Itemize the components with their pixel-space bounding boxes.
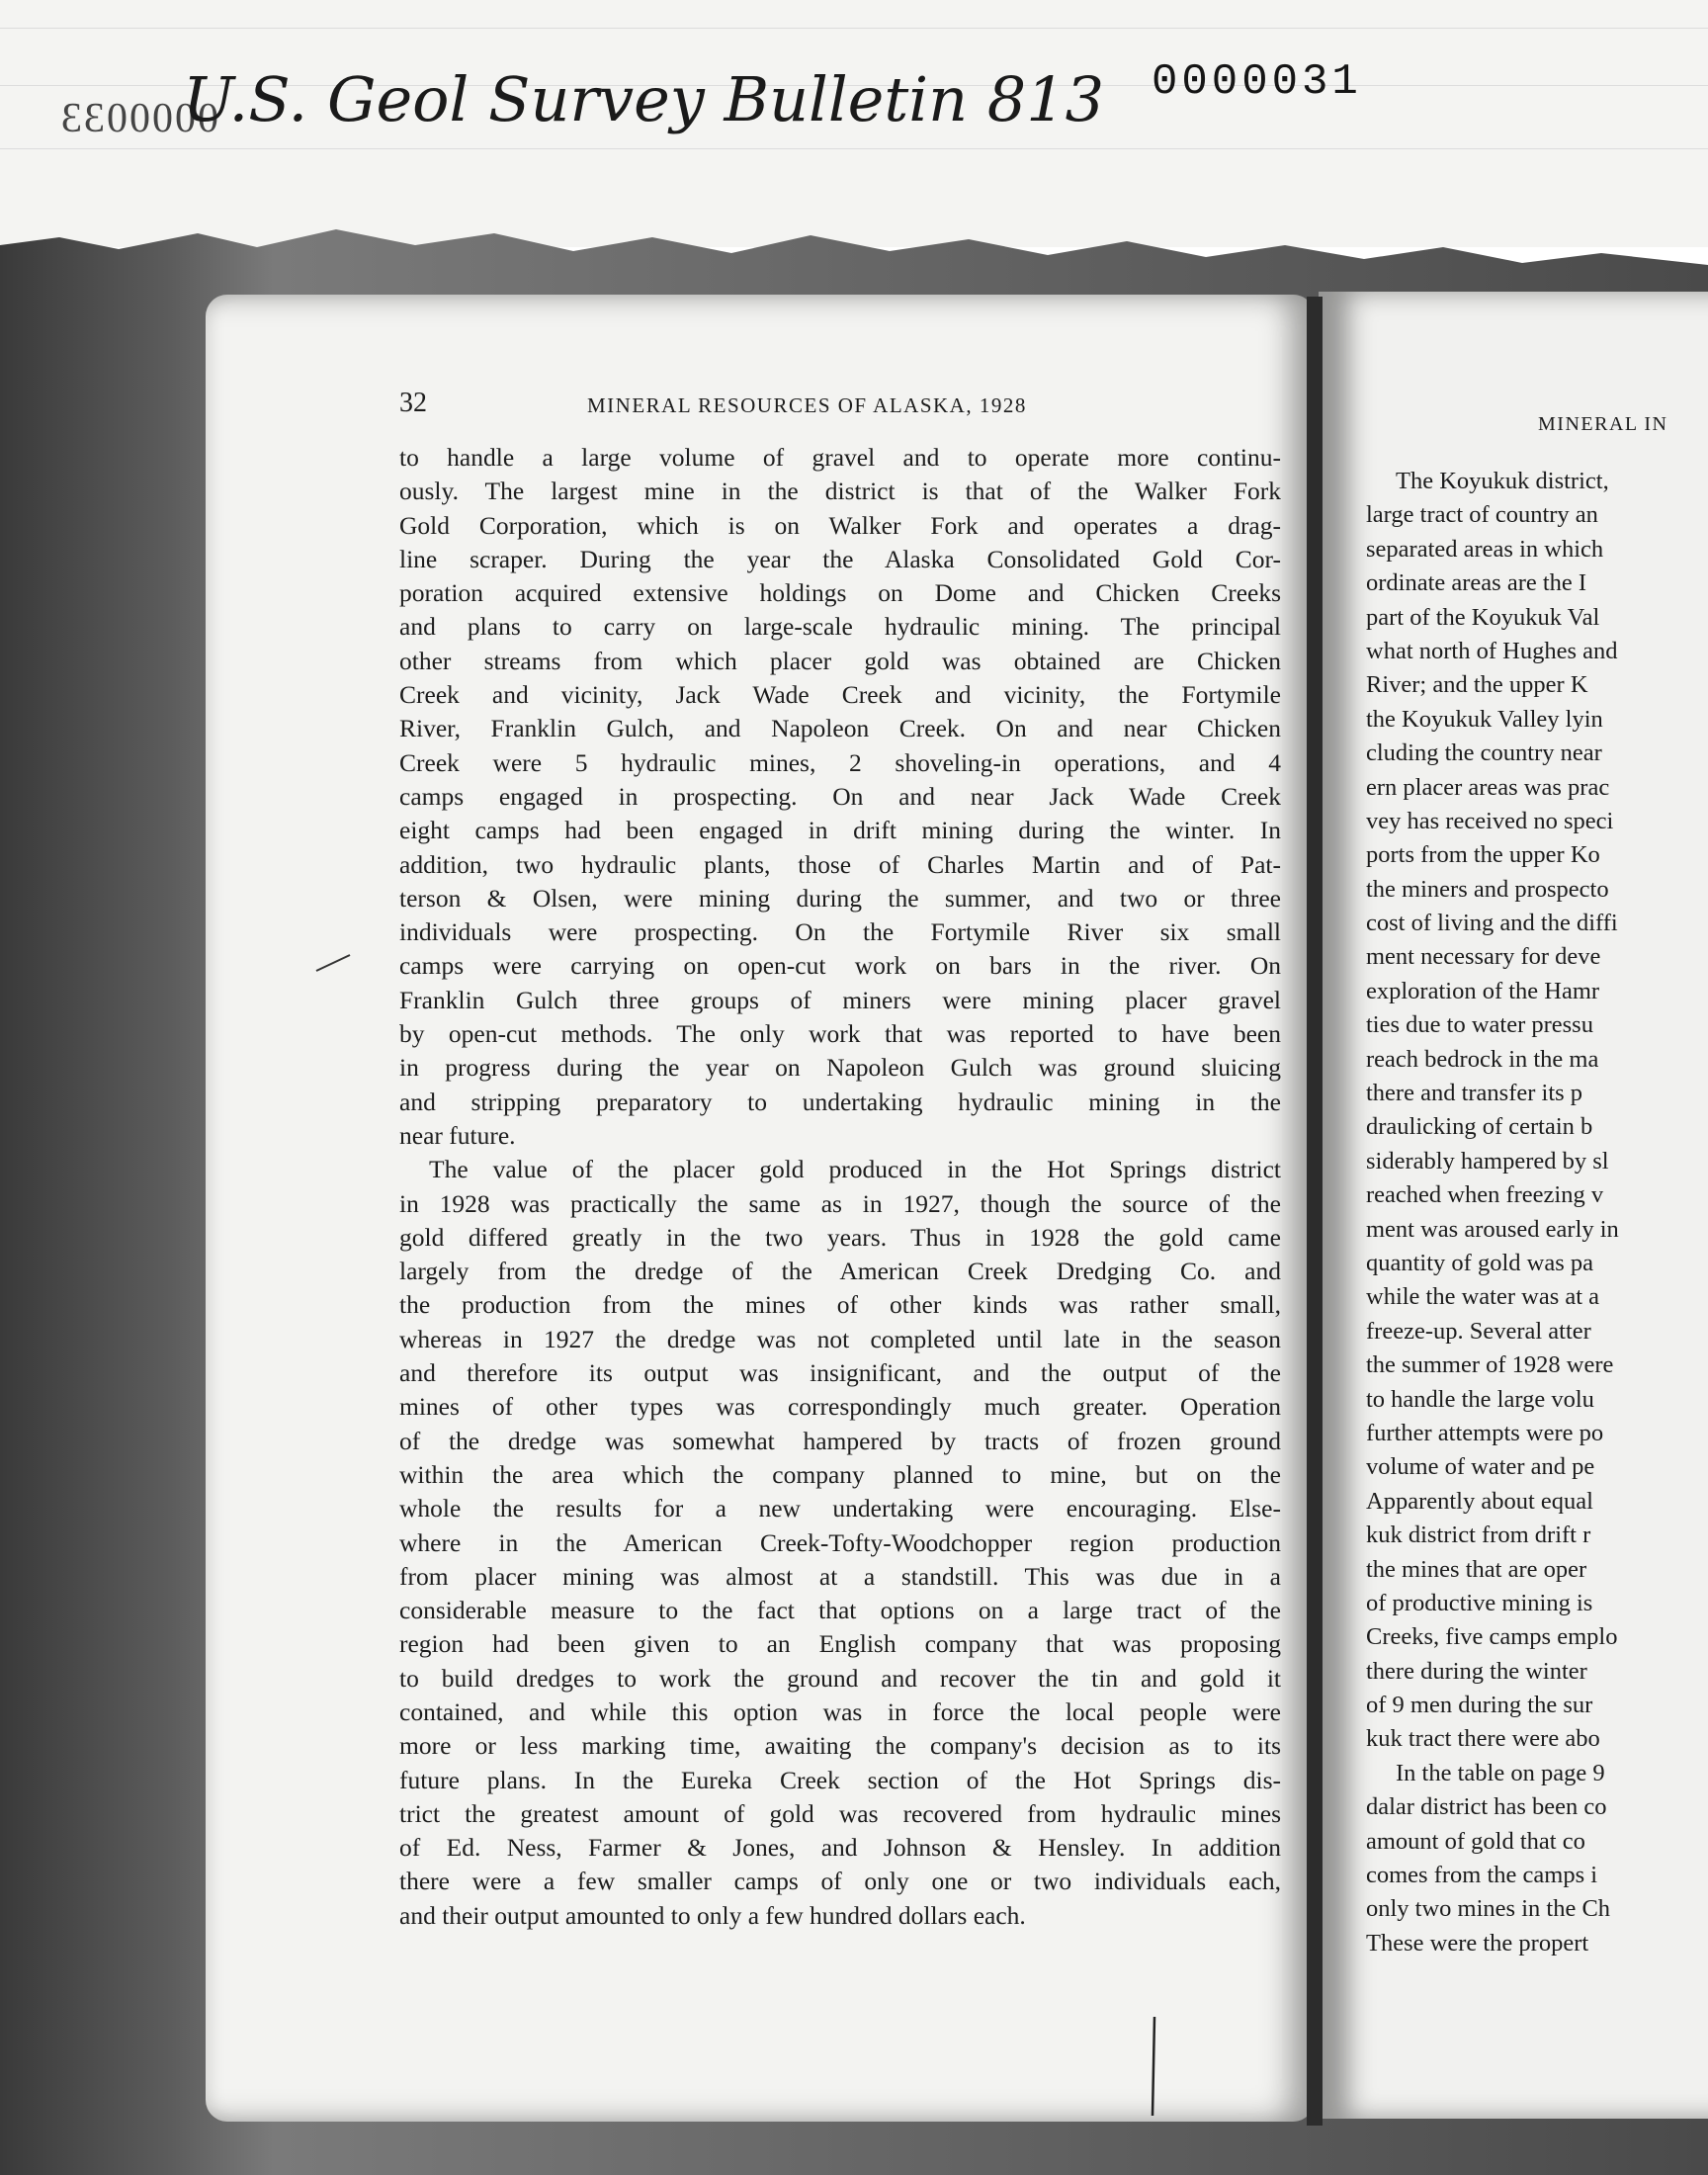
- text-line: ports from the upper Ko: [1366, 841, 1600, 869]
- right-page-content: [1319, 292, 1708, 2119]
- text-line: These were the propert: [1366, 1929, 1589, 1957]
- stamped-id-number: 0000031: [1152, 57, 1362, 107]
- text-line: draulicking of certain b: [1366, 1113, 1593, 1141]
- text-line: what north of Hughes and: [1366, 637, 1618, 664]
- text-line: amount of gold that co: [1366, 1827, 1585, 1855]
- text-line: comes from the camps i: [1366, 1862, 1598, 1889]
- text-line: camps engaged in prospecting. On and near Jack Wade Creek: [399, 781, 1281, 811]
- text-line: kuk district from drift r: [1366, 1522, 1591, 1549]
- text-line: addition, two hydraulic plants, those of Charles Martin and of Pat-: [399, 849, 1281, 879]
- text-line: region had been given to an English company that was proposing: [399, 1629, 1281, 1659]
- body-text: [399, 441, 1281, 1933]
- text-line: there and transfer its p: [1366, 1080, 1583, 1107]
- text-line: whereas in 1927 the dredge was not completed until late in the season: [399, 1324, 1281, 1353]
- text-line: ordinate areas are the I: [1366, 569, 1587, 597]
- text-line: to build dredges to work the ground and recover the tin and gold it: [399, 1663, 1281, 1693]
- text-line: ment necessary for deve: [1366, 943, 1601, 971]
- right-body-text: [1366, 465, 1702, 1960]
- text-line: cost of living and the diffi: [1366, 910, 1618, 937]
- text-line: by open-cut methods. The only work that was reported to have been: [399, 1019, 1281, 1049]
- text-line: there during the winter: [1366, 1657, 1587, 1685]
- text-line: of Ed. Ness, Farmer & Jones, and Johnson & Hensley. In addition: [399, 1833, 1281, 1863]
- text-line: considerable measure to the fact that options on a large tract of the: [399, 1596, 1281, 1625]
- text-line: where in the American Creek-Tofty-Woodchopper region production: [399, 1527, 1281, 1557]
- text-line: to handle a large volume of gravel and to operate more continu-: [399, 443, 1281, 472]
- text-line: vey has received no speci: [1366, 807, 1614, 834]
- mirrored-id-number: 0000033: [59, 96, 218, 141]
- text-line: and plans to carry on large-scale hydraulic mining. The principal: [399, 612, 1281, 642]
- vertical-pencil-mark: [1149, 2017, 1158, 2116]
- text-line: and therefore its output was insignificant, and the output of the: [399, 1358, 1281, 1388]
- text-line: freeze-up. Several atter: [1366, 1317, 1591, 1345]
- text-line: the mines that are oper: [1366, 1555, 1587, 1583]
- text-line: part of the Koyukuk Val: [1366, 603, 1600, 631]
- text-line: separated areas in which: [1366, 535, 1604, 563]
- text-line: near future.: [399, 1120, 516, 1150]
- text-line: Creek and vicinity, Jack Wade Creek and vicinity, the Fortymile: [399, 680, 1281, 710]
- text-line: line scraper. During the year the Alaska Consolidated Gold Cor-: [399, 544, 1281, 573]
- text-line: only two mines in the Ch: [1366, 1895, 1611, 1923]
- text-line: ties due to water pressu: [1366, 1011, 1593, 1039]
- text-line: Apparently about equal: [1366, 1487, 1593, 1515]
- margin-pencil-mark: [314, 951, 354, 975]
- text-line: and their output amounted to only a few hundred dollars each.: [399, 1900, 1026, 1930]
- text-line: whole the results for a new undertaking were encouraging. Else-: [399, 1494, 1281, 1523]
- text-line: reach bedrock in the ma: [1366, 1045, 1599, 1073]
- text-line: in 1928 was practically the same as in 1927, though the source of the: [399, 1188, 1281, 1218]
- text-line: The Koyukuk district,: [1396, 468, 1609, 494]
- text-line: reached when freezing v: [1366, 1181, 1604, 1209]
- text-line: trict the greatest amount of gold was recovered from hydraulic mines: [399, 1798, 1281, 1828]
- text-line: the summer of 1928 were: [1366, 1351, 1614, 1379]
- text-line: gold differed greatly in the two years. Thus in 1928 the gold came: [399, 1222, 1281, 1252]
- text-line: exploration of the Hamr: [1366, 977, 1600, 1004]
- text-line: Creeks, five camps emplo: [1366, 1623, 1618, 1651]
- right-running-title: MINERAL IN: [1538, 413, 1668, 435]
- text-line: poration acquired extensive holdings on Dome and Chicken Creeks: [399, 578, 1281, 608]
- text-line: of the dredge was somewhat hampered by tracts of frozen ground: [399, 1426, 1281, 1455]
- text-line: ern placer areas was prac: [1366, 773, 1610, 801]
- text-line: Creek were 5 hydraulic mines, 2 shoveling-in operations, and 4: [399, 747, 1281, 777]
- text-line: ment was aroused early in: [1366, 1215, 1619, 1243]
- text-line: quantity of gold was pa: [1366, 1249, 1593, 1276]
- text-line: kuk tract there were abo: [1366, 1725, 1600, 1753]
- text-line: In the table on page 9: [1396, 1759, 1605, 1786]
- page-number: 32: [399, 388, 427, 418]
- text-line: largely from the dredge of the American Creek Dredging Co. and: [399, 1257, 1281, 1286]
- text-line: there were a few smaller camps of only one or two individuals each,: [399, 1867, 1281, 1896]
- text-line: in progress during the year on Napoleon Gulch was ground sluicing: [399, 1053, 1281, 1083]
- text-line: contained, and while this option was in force the local people were: [399, 1696, 1281, 1726]
- text-line: within the area which the company planned to mine, but on the: [399, 1459, 1281, 1489]
- text-line: mines of other types was correspondingly much greater. Operation: [399, 1392, 1281, 1422]
- text-line: individuals were prospecting. On the Fortymile River six small: [399, 917, 1281, 947]
- text-line: ously. The largest mine in the district is that of the Walker Fork: [399, 477, 1281, 506]
- text-line: eight camps had been engaged in drift mining during the winter. In: [399, 816, 1281, 845]
- text-line: siderably hampered by sl: [1366, 1147, 1609, 1174]
- running-title: MINERAL RESOURCES OF ALASKA, 1928: [587, 393, 1027, 417]
- text-line: camps were carrying on open-cut work on bars in the river. On: [399, 951, 1281, 981]
- text-line: and stripping preparatory to undertaking hydraulic mining in the: [399, 1087, 1281, 1116]
- text-line: River, Franklin Gulch, and Napoleon Creek. On and near Chicken: [399, 714, 1281, 743]
- text-line: the miners and prospecto: [1366, 875, 1609, 903]
- text-line: while the water was at a: [1366, 1283, 1600, 1311]
- text-line: The value of the placer gold produced in the Hot Springs district: [429, 1155, 1281, 1184]
- text-line: to handle the large volu: [1366, 1385, 1594, 1413]
- text-line: more or less marking time, awaiting the company's decision as to its: [399, 1731, 1281, 1761]
- text-line: further attempts were po: [1366, 1419, 1604, 1446]
- text-line: large tract of country an: [1366, 501, 1598, 529]
- text-line: Franklin Gulch three groups of miners were mining placer gravel: [399, 985, 1281, 1014]
- text-line: from placer mining was almost at a standstill. This was due in a: [399, 1561, 1281, 1591]
- text-line: Gold Corporation, which is on Walker Fork and operates a drag-: [399, 510, 1281, 540]
- text-line: of 9 men during the sur: [1366, 1692, 1593, 1719]
- text-line: the Koyukuk Valley lyin: [1366, 705, 1603, 733]
- text-line: cluding the country near: [1366, 740, 1602, 767]
- text-line: terson & Olsen, were mining during the summer, and two or three: [399, 883, 1281, 913]
- text-line: volume of water and pe: [1366, 1453, 1595, 1481]
- text-line: River; and the upper K: [1366, 671, 1588, 699]
- text-line: the production from the mines of other kinds was rather small,: [399, 1290, 1281, 1320]
- text-line: of productive mining is: [1366, 1589, 1593, 1616]
- text-line: future plans. In the Eureka Creek section of the Hot Springs dis-: [399, 1765, 1281, 1794]
- text-line: other streams from which placer gold was obtained are Chicken: [399, 646, 1281, 675]
- text-line: dalar district has been co: [1366, 1793, 1607, 1821]
- handwritten-title-text: U.S. Geol Survey Bulletin 813: [183, 63, 1105, 135]
